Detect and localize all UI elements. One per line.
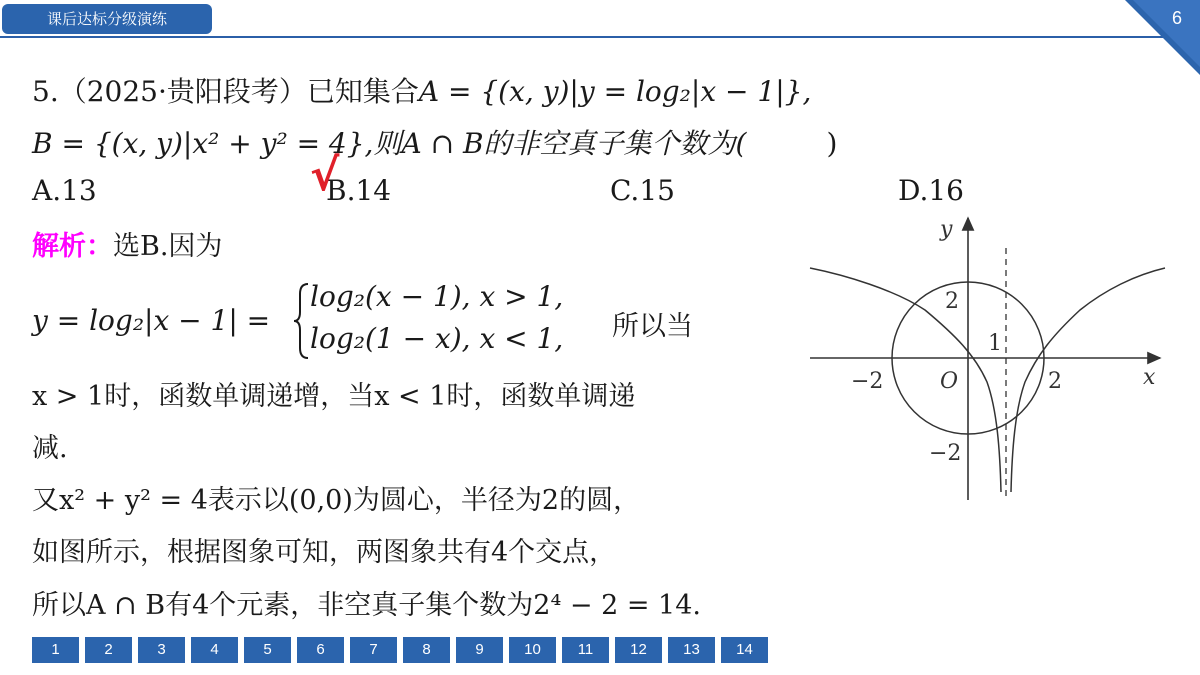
nav-page-5[interactable]: 5 <box>244 637 291 663</box>
tick-label-neg2-x: −2 <box>851 369 884 394</box>
tick-label-1-x: 1 <box>988 331 1002 356</box>
y-axis-label: y <box>940 217 953 242</box>
solution-line-6: 如图所示，根据图象可知，两图象共有4个交点， <box>32 537 617 568</box>
piecewise-lhs: y = log₂|x − 1| = <box>32 304 271 337</box>
option-b[interactable]: B.14 <box>326 174 392 207</box>
nav-page-7[interactable]: 7 <box>350 637 397 663</box>
solution-line-3: x > 1时，函数单调递增，当x < 1时，函数单调递 <box>32 381 636 412</box>
x-axis-label: x <box>1143 365 1156 390</box>
nav-page-6[interactable]: 6 <box>297 637 344 663</box>
tick-label-neg2-y: −2 <box>929 441 962 466</box>
nav-page-2[interactable]: 2 <box>85 637 132 663</box>
question-line-2 <box>32 122 837 162</box>
option-a[interactable]: A.13 <box>32 174 97 207</box>
function-graph <box>805 210 1175 510</box>
question-prefix: 5.（2025·贵阳段考）已知集合 <box>32 75 419 108</box>
brace-icon <box>292 282 310 360</box>
solution-line-7: 所以A ∩ B有4个元素，非空真子集个数为2⁴ − 2 = 14. <box>32 590 702 621</box>
origin-label: O <box>940 369 959 394</box>
header-divider <box>0 36 1165 38</box>
piece-1: log₂(x − 1), x > 1, <box>310 280 564 313</box>
nav-page-3[interactable]: 3 <box>138 637 185 663</box>
nav-page-4[interactable]: 4 <box>191 637 238 663</box>
page-navigation <box>32 637 768 663</box>
set-b-definition: B = {(x, y)|x² + y² = 4},则A ∩ B的非空真子集个数为( <box>32 127 747 160</box>
log-curve-left <box>810 268 1001 492</box>
check-mark-icon: √ <box>310 150 340 201</box>
piece-2: log₂(1 − x), x < 1, <box>310 322 564 355</box>
piecewise-suffix: 所以当 <box>612 311 693 342</box>
tick-label-2-y: 2 <box>945 289 959 314</box>
question-line-1 <box>32 70 811 110</box>
log-curve-right <box>1011 268 1165 492</box>
nav-page-13[interactable]: 13 <box>668 637 715 663</box>
nav-page-10[interactable]: 10 <box>509 637 556 663</box>
nav-page-14[interactable]: 14 <box>721 637 768 663</box>
solution-line-4: 减. <box>32 433 68 464</box>
tick-label-2-x: 2 <box>1048 369 1062 394</box>
option-c[interactable]: C.15 <box>610 174 675 207</box>
set-a-definition: A = {(x, y)|y = log₂|x − 1|}, <box>418 75 812 108</box>
solution-label: 解析： <box>32 231 113 262</box>
nav-page-12[interactable]: 12 <box>615 637 662 663</box>
solution-intro: 选B.因为 <box>113 231 223 262</box>
option-d[interactable]: D.16 <box>898 174 964 207</box>
answer-blank-close: ) <box>826 127 838 160</box>
nav-page-8[interactable]: 8 <box>403 637 450 663</box>
nav-page-9[interactable]: 9 <box>456 637 503 663</box>
nav-page-1[interactable]: 1 <box>32 637 79 663</box>
nav-page-11[interactable]: 11 <box>562 637 609 663</box>
section-tab[interactable]: 课后达标分级演练 <box>2 4 212 34</box>
solution-line-5: 又x² + y² = 4表示以(0,0)为圆心，半径为2的圆， <box>32 485 641 516</box>
solution-line-1 <box>32 224 222 263</box>
corner-badge <box>1125 0 1200 75</box>
page-number: 6 <box>1171 8 1182 28</box>
